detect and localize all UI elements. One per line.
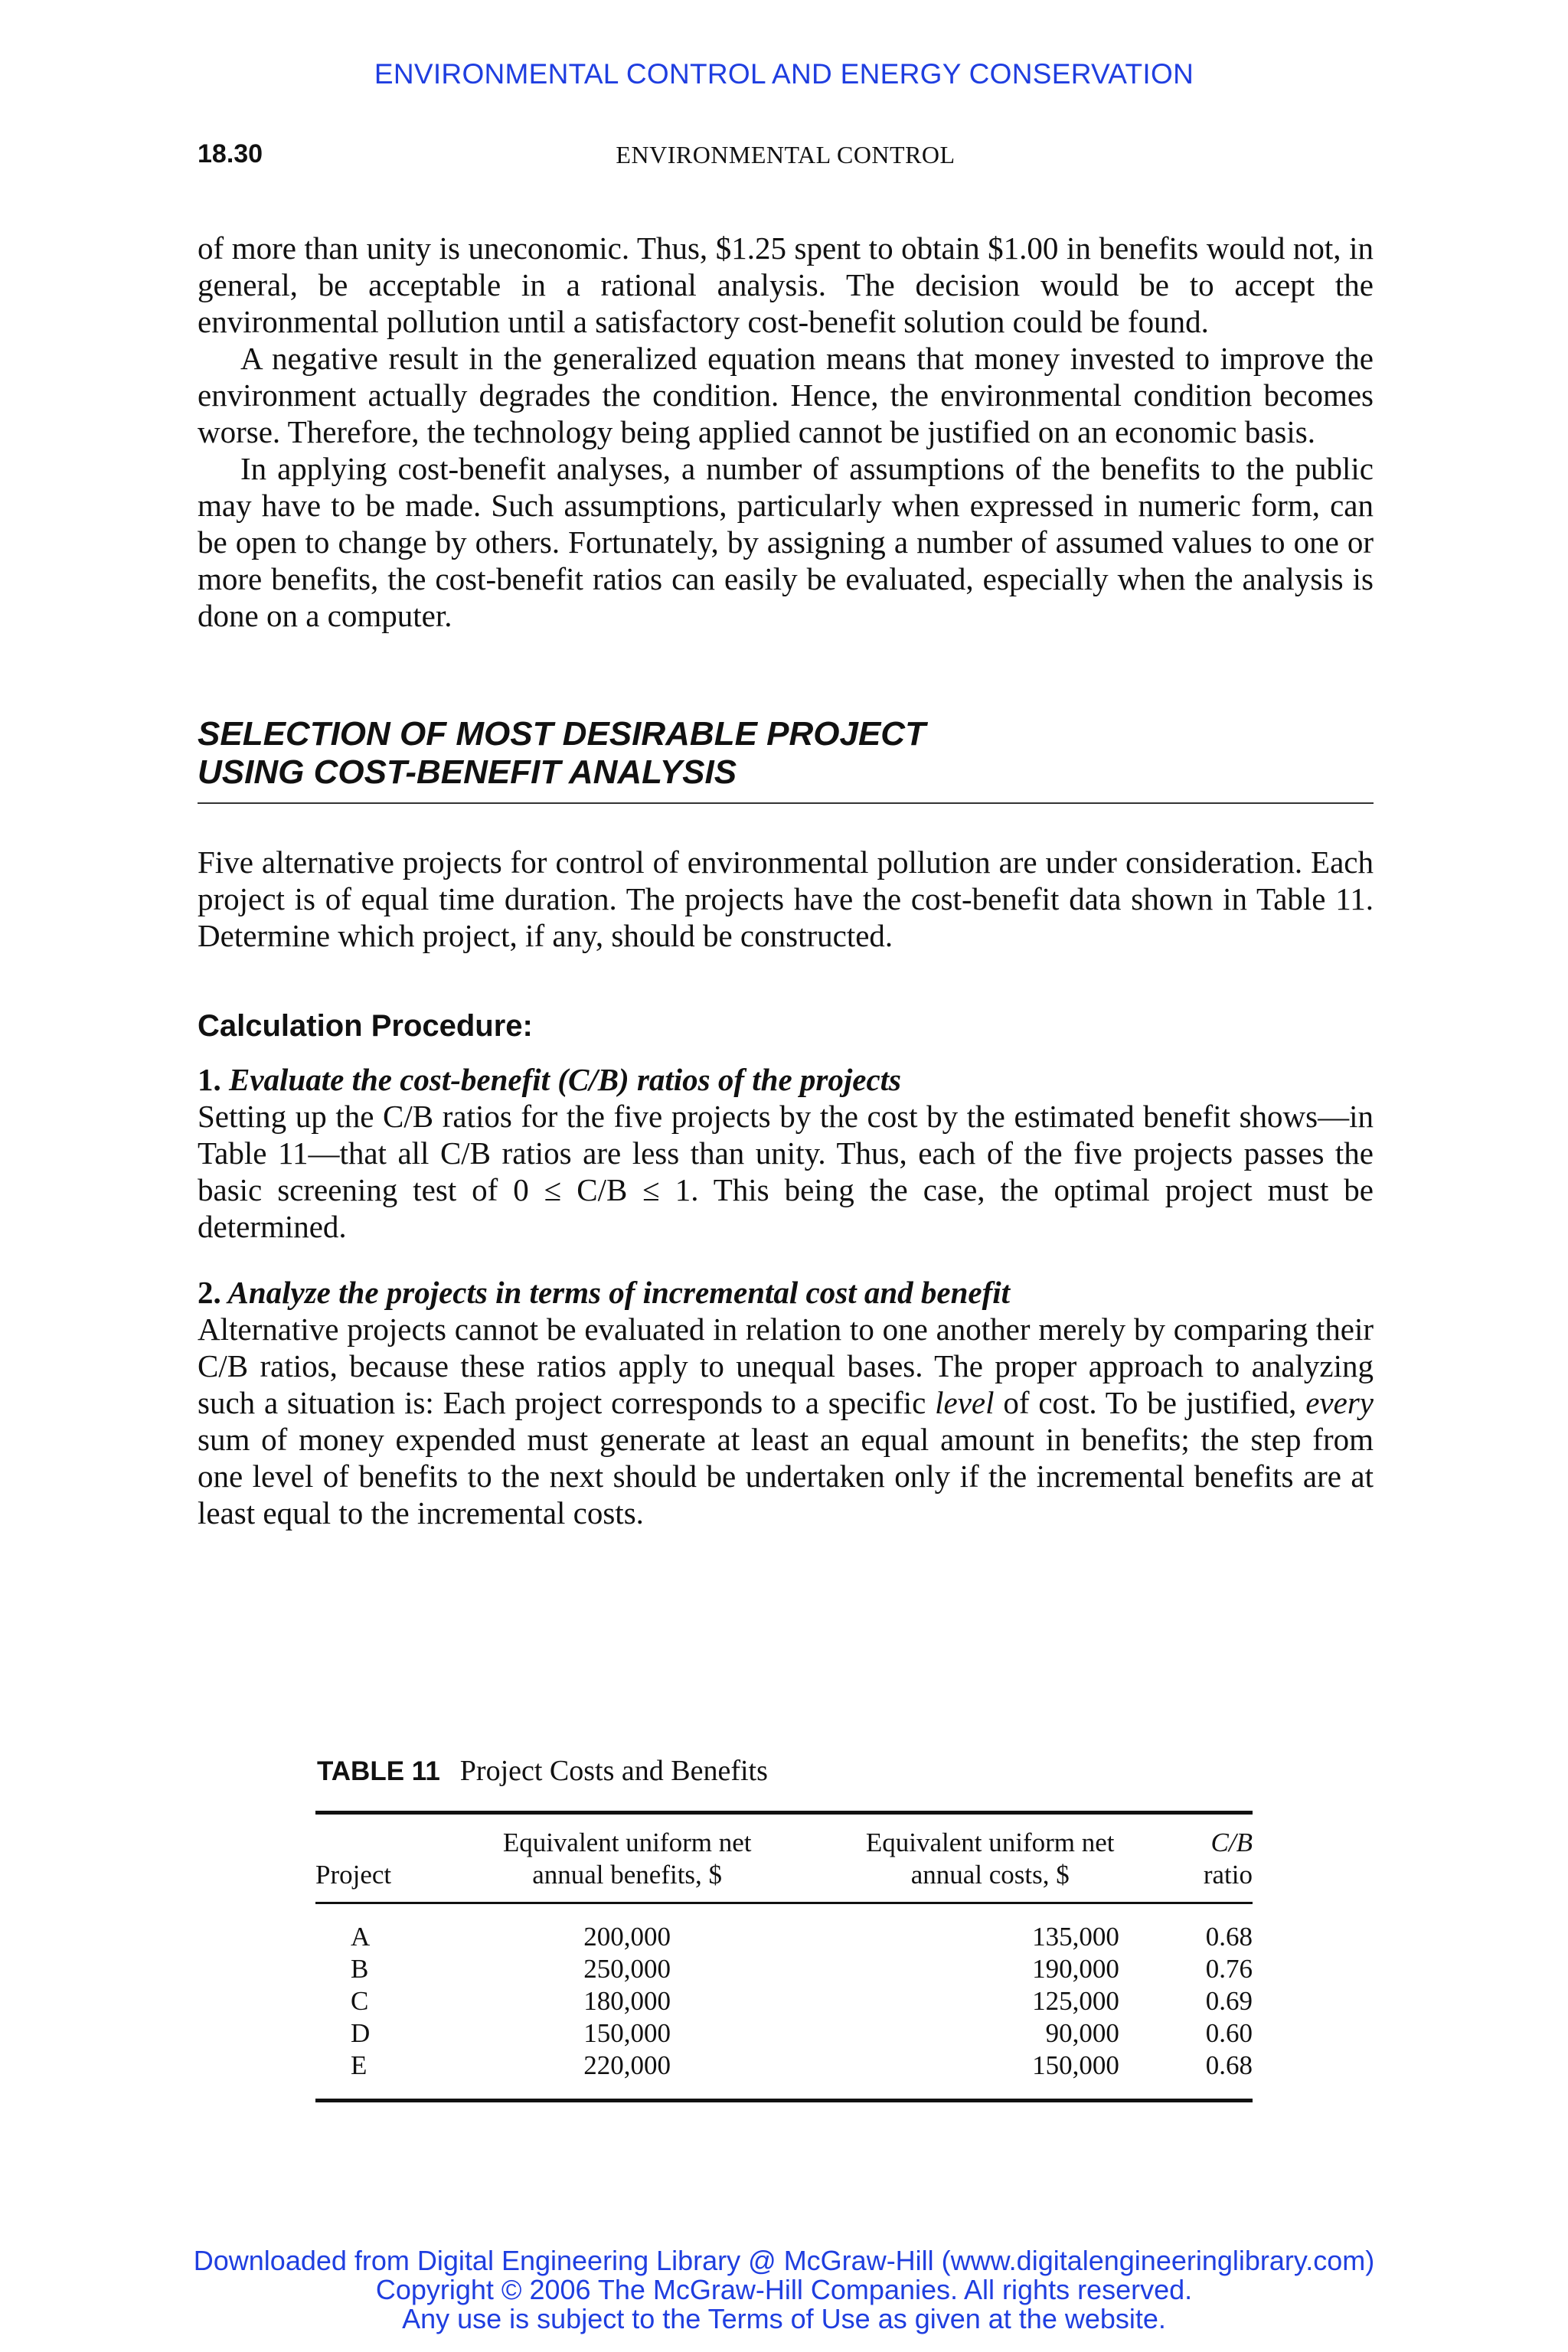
cell-ratio: 0.69 bbox=[1205, 1986, 1253, 2016]
cell-ratio: 0.60 bbox=[1205, 2018, 1253, 2048]
cell-project: E bbox=[351, 2050, 368, 2080]
section-intro: Five alternative projects for control of environmental pollution are under consideration. Each project is of equal time duration. The projects have the cost-benefit data shown in Table 11. Determine which project, if any, should be constructed. bbox=[198, 844, 1374, 953]
cell-ratio: 0.68 bbox=[1205, 2050, 1253, 2080]
header-project: Project bbox=[315, 1860, 392, 1890]
step-2-text-c: sum of money expended must generate at least an equal amount in benefits; the step from one level of benefits to the next should be undertaken only if the incremental benefits are at least equal to the incremental costs. bbox=[198, 1422, 1374, 1530]
cell-costs: 90,000 bbox=[1045, 2018, 1119, 2048]
step-2-number: 2. bbox=[198, 1275, 221, 1310]
section-title-line1: SELECTION OF MOST DESIRABLE PROJECT bbox=[198, 715, 926, 753]
step-1-number: 1. bbox=[198, 1062, 221, 1097]
header-costs-line2: annual costs, $ bbox=[910, 1860, 1070, 1890]
cell-benefits: 180,000 bbox=[583, 1986, 671, 2016]
copyright-footer bbox=[0, 2246, 1568, 2334]
section-title bbox=[198, 715, 1374, 792]
cell-project: D bbox=[351, 2018, 371, 2048]
table-header-row bbox=[315, 1813, 1253, 1903]
footer-download-line[interactable]: Downloaded from Digital Engineering Library @ McGraw-Hill (www.digitalengineeringlibrary.com) bbox=[193, 2245, 1375, 2276]
cell-benefits: 250,000 bbox=[583, 1954, 671, 1984]
footer-copyright-line: Copyright © 2006 The McGraw-Hill Companies. All rights reserved. bbox=[375, 2274, 1193, 2305]
table-row bbox=[315, 2050, 1253, 2101]
cell-ratio: 0.68 bbox=[1205, 1922, 1253, 1952]
cell-costs: 190,000 bbox=[1032, 1954, 1119, 1984]
header-ratio bbox=[1204, 1813, 1253, 1903]
step-2-emphasis-every: every bbox=[1305, 1385, 1374, 1420]
cell-costs: 125,000 bbox=[1032, 1986, 1119, 2016]
paragraph-negative-result: A negative result in the generalized equation means that money invested to improve the environment actually degrades the condition. Hence, the environmental condition becomes worse. Therefore, the technology being applied cannot be justified on an economic basis. bbox=[198, 341, 1374, 449]
step-2-text-b: of cost. To be justified, bbox=[994, 1385, 1306, 1420]
step-2-heading bbox=[198, 1274, 1374, 1311]
cell-costs: 150,000 bbox=[1032, 2050, 1119, 2080]
footer-terms-line[interactable]: Any use is subject to the Terms of Use as given at the website. bbox=[402, 2303, 1166, 2334]
step-1-heading bbox=[198, 1061, 1374, 1098]
cell-costs: 135,000 bbox=[1032, 1922, 1119, 1952]
cell-benefits: 150,000 bbox=[583, 2018, 671, 2048]
cell-project: C bbox=[351, 1986, 369, 2016]
table-row bbox=[315, 1903, 1253, 1954]
step-1-body: Setting up the C/B ratios for the five projects by the cost by the estimated benefit shows—in Table 11—that all C/B ratios are less than unity. Thus, each of the five projects passes the basic screening test of 0 ≤ C/B ≤ 1. This being the case, the optimal project must be determined. bbox=[198, 1099, 1374, 1244]
cell-project: A bbox=[351, 1922, 371, 1952]
header-ratio-line1: C/B bbox=[1210, 1828, 1253, 1857]
procedure-heading: Calculation Procedure: bbox=[198, 1009, 533, 1043]
step-2-text-a: Alternative projects cannot be evaluated in relation to one another merely by comparing their C/B ratios, because these ratios apply to unequal bases. The proper approach to analyzing such a situation is: Each project corresponds to a specific bbox=[198, 1312, 1374, 1420]
page-number: 18.30 bbox=[198, 139, 263, 168]
step-2-body bbox=[198, 1311, 1374, 1531]
step-1-title: Evaluate the cost-benefit (C/B) ratios of the projects bbox=[229, 1062, 902, 1097]
section-title-line2: USING COST-BENEFIT ANALYSIS bbox=[198, 753, 737, 791]
top-banner: ENVIRONMENTAL CONTROL AND ENERGY CONSERVATION bbox=[374, 58, 1194, 90]
page-body bbox=[198, 230, 1374, 1531]
table-11 bbox=[315, 1753, 1253, 2102]
step-2-title: Analyze the projects in terms of incremental cost and benefit bbox=[227, 1275, 1011, 1310]
section-divider bbox=[198, 802, 1374, 804]
header-benefits-line2: annual benefits, $ bbox=[532, 1860, 723, 1890]
paragraph-assumptions: In applying cost-benefit analyses, a number of assumptions of the benefits to the public may have to be made. Such assumptions, particularly when expressed in numeric form, can be open to change by others. Fortunately, by assigning a number of assumed values to one or more benefits, the cost-benefit ratios can easily be evaluated, especially when the analysis is done on a computer. bbox=[198, 451, 1374, 633]
step-2-emphasis-level: level bbox=[935, 1385, 995, 1420]
cell-project: B bbox=[351, 1954, 369, 1984]
paragraph-continuation: of more than unity is uneconomic. Thus, $1.25 spent to obtain $1.00 in benefits would not, in general, be acceptable in a rational analysis. The decision would be to accept the environmental pollution until a satisfactory cost-benefit solution could be found. bbox=[198, 230, 1374, 339]
cell-benefits: 200,000 bbox=[583, 1922, 671, 1952]
table-row bbox=[315, 1985, 1253, 2017]
cost-benefit-table bbox=[315, 1811, 1253, 2102]
header-costs-line1: Equivalent uniform net bbox=[865, 1828, 1115, 1857]
table-row bbox=[315, 1953, 1253, 1985]
header-ratio-line2: ratio bbox=[1203, 1860, 1253, 1890]
running-head bbox=[198, 139, 1374, 178]
header-costs bbox=[777, 1813, 1204, 1903]
cell-ratio: 0.76 bbox=[1205, 1954, 1253, 1984]
header-benefits-line1: Equivalent uniform net bbox=[502, 1828, 752, 1857]
table-caption-text: Project Costs and Benefits bbox=[459, 1755, 768, 1787]
cell-benefits: 220,000 bbox=[583, 2050, 671, 2080]
header-benefits bbox=[478, 1813, 777, 1903]
table-caption bbox=[317, 1753, 1253, 1789]
table-label: TABLE 11 bbox=[317, 1756, 440, 1786]
running-head-title: ENVIRONMENTAL CONTROL bbox=[616, 141, 956, 168]
table-row bbox=[315, 2017, 1253, 2050]
